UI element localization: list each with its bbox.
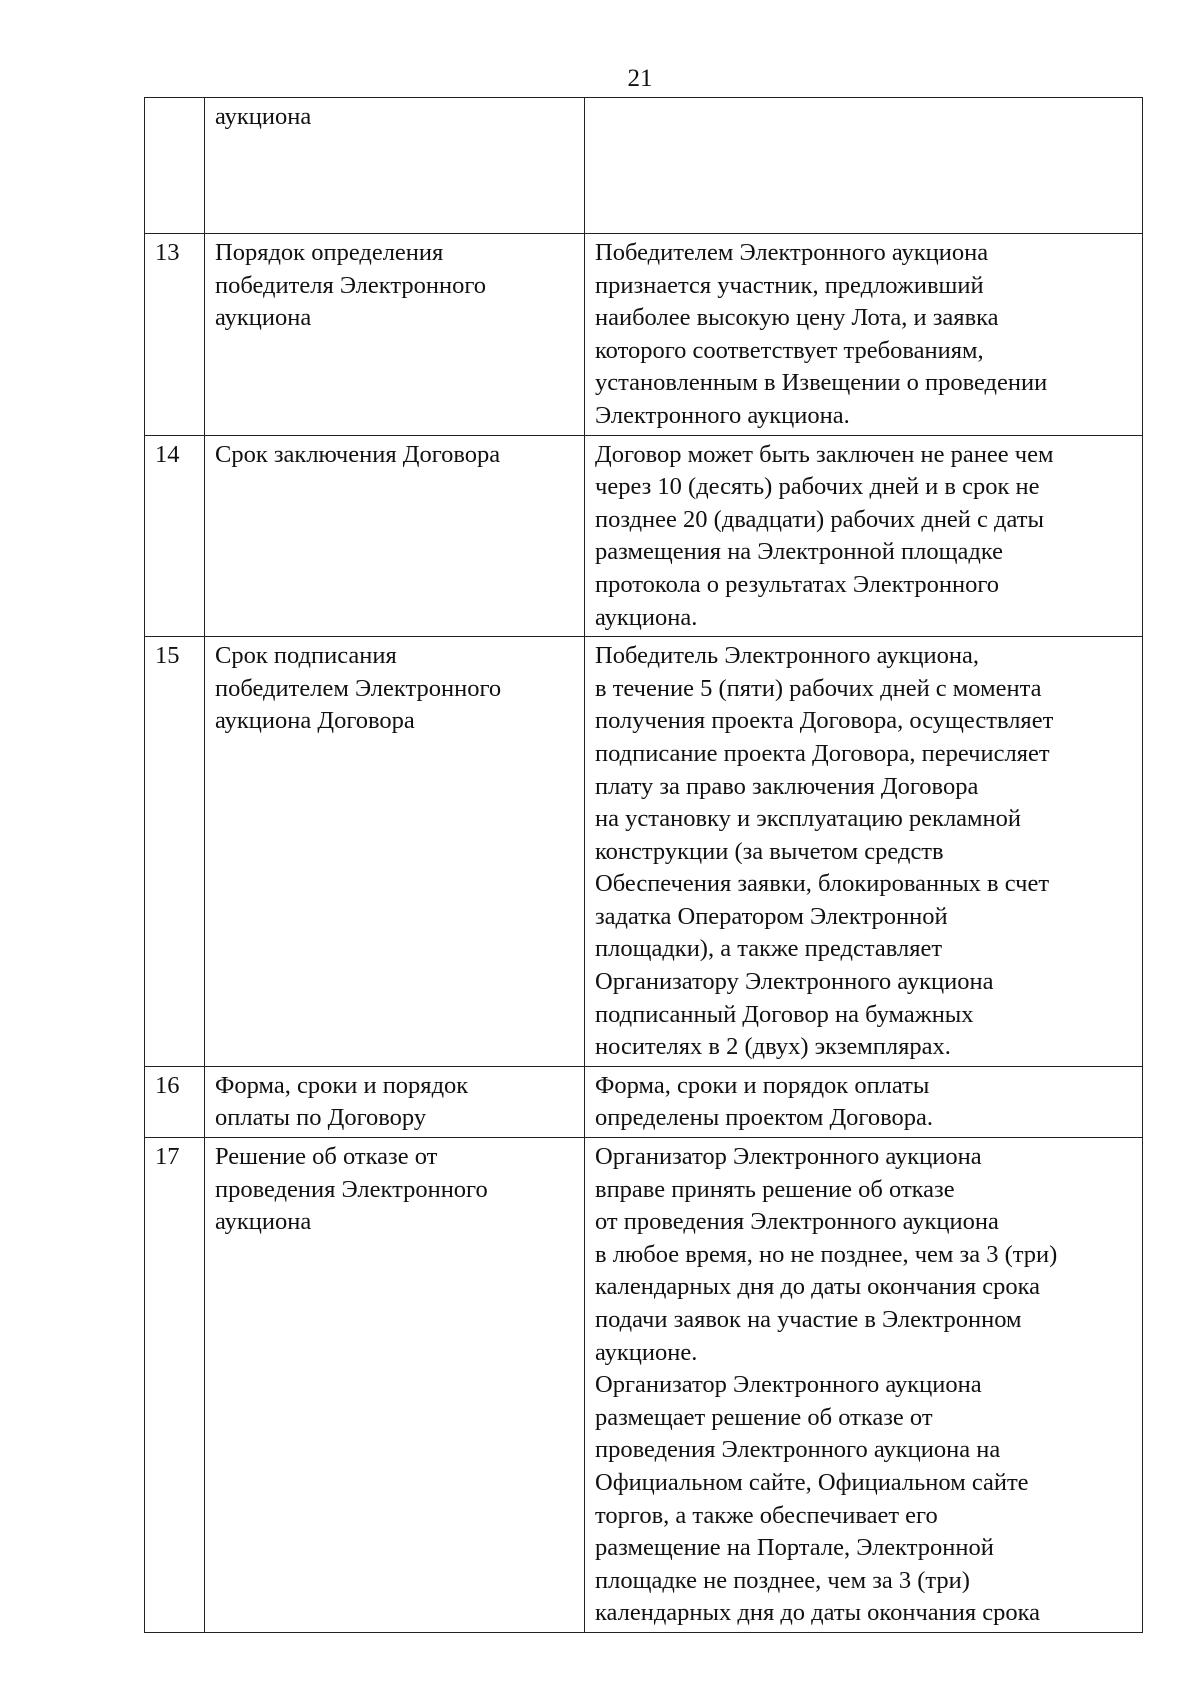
row-number-cell: 15 [145, 637, 205, 1067]
table-row [145, 637, 1143, 1067]
parameter-line: аукциона [215, 103, 312, 130]
row-number-cell: 16 [145, 1066, 205, 1137]
parameter-cell [205, 435, 585, 637]
value-cell [585, 435, 1143, 637]
value-line: площадки), а также представляет [595, 935, 943, 963]
value-line: вправе принять решение об отказе [595, 1175, 955, 1203]
parameter-cell [205, 1066, 585, 1137]
value-line: Официальном сайте, Официальном сайте [595, 1468, 1029, 1496]
value-line: в течение 5 (пяти) рабочих дней с момента [595, 674, 1042, 702]
value-line: аукционе. [595, 1338, 698, 1366]
value-line: Организатор Электронного аукциона [595, 1143, 982, 1171]
parameter-line: победителя Электронного [215, 271, 487, 299]
parameter-cell [205, 234, 585, 436]
row-number-cell: 13 [145, 234, 205, 436]
parameter-line: победителем Электронного [215, 674, 502, 702]
value-line: позднее 20 (двадцати) рабочих дней с даты [595, 505, 1044, 533]
value-line: протокола о результатах Электронного [595, 570, 1000, 598]
value-line: календарных дня до даты окончания срока [595, 1599, 1041, 1627]
value-line: подачи заявок на участие в Электронном [595, 1306, 1022, 1333]
value-line: Обеспечения заявки, блокированных в счет [595, 870, 1050, 898]
value-line: плату за право заключения Договора [595, 772, 979, 800]
parameter-line: проведения Электронного [215, 1175, 488, 1203]
value-line: Победитель Электронного аукциона, [595, 642, 980, 670]
row-number-cell: 14 [145, 435, 205, 637]
value-cell [585, 1066, 1143, 1137]
parameter-line: Форма, сроки и порядок [215, 1071, 469, 1099]
value-line: Договор может быть заключен не ранее чем [595, 440, 1054, 468]
parameter-line: аукциона [215, 304, 312, 332]
table-row [145, 1066, 1143, 1137]
value-line: календарных дня до даты окончания срока [595, 1273, 1041, 1301]
value-line: подписанный Договор на бумажных [595, 1000, 974, 1028]
parameter-line: оплаты по Договору [215, 1104, 427, 1132]
value-line: площадке не позднее, чем за 3 (три) [595, 1566, 970, 1594]
auction-terms-table [144, 97, 1143, 1633]
page-number: 21 [627, 65, 653, 92]
value-cell [585, 98, 1143, 234]
value-line: размещения на Электронной площадке [595, 538, 1004, 566]
value-line: которого соответствует требованиям, [595, 336, 984, 364]
parameter-cell [205, 1138, 585, 1633]
value-line: от проведения Электронного аукциона [595, 1208, 999, 1236]
value-line: конструкции (за вычетом средств [595, 837, 944, 865]
value-line: Организатору Электронного аукциона [595, 968, 994, 996]
value-line: подписание проекта Договора, перечисляет [595, 739, 1050, 767]
value-line: в любое время, но не позднее, чем за 3 (три) [595, 1240, 1058, 1268]
value-line: Форма, сроки и порядок оплаты [595, 1071, 930, 1099]
value-line: установленным в Извещении о проведении [595, 369, 1048, 397]
value-line: проведения Электронного аукциона на [595, 1436, 1001, 1464]
value-line: получения проекта Договора, осуществляет [595, 707, 1054, 735]
parameter-cell [205, 637, 585, 1067]
value-line: аукциона. [595, 603, 698, 631]
value-cell [585, 1138, 1143, 1633]
table-row [145, 234, 1143, 436]
value-line: определены проектом Договора. [595, 1104, 934, 1132]
value-line: на установку и эксплуатацию рекламной [595, 805, 1022, 833]
value-cell [585, 234, 1143, 436]
value-line: признается участник, предложивший [595, 271, 984, 299]
parameter-line: Решение об отказе от [215, 1143, 438, 1171]
row-number-cell [145, 98, 205, 234]
value-line: Победителем Электронного аукциона [595, 239, 989, 266]
value-line: задатка Оператором Электронной [595, 902, 948, 930]
value-line: размещение на Портале, Электронной [595, 1534, 994, 1562]
value-line: через 10 (десять) рабочих дней и в срок не [595, 473, 1040, 501]
value-line: носителях в 2 (двух) экземплярах. [595, 1033, 951, 1061]
row-number-cell: 17 [145, 1138, 205, 1633]
parameter-line: аукциона Договора [215, 707, 415, 735]
table-row [145, 1138, 1143, 1633]
parameter-line: Порядок определения [215, 239, 444, 266]
value-line: размещает решение об отказе от [595, 1403, 933, 1431]
table-row [145, 435, 1143, 637]
parameter-line: аукциона [215, 1208, 312, 1236]
value-line: Организатор Электронного аукциона [595, 1371, 982, 1399]
parameter-cell [205, 98, 585, 234]
value-line: Электронного аукциона. [595, 401, 850, 429]
value-cell [585, 637, 1143, 1067]
parameter-line: Срок заключения Договора [215, 440, 501, 468]
value-line: торгов, а также обеспечивает его [595, 1501, 938, 1529]
value-line: наиболее высокую цену Лота, и заявка [595, 304, 999, 332]
parameter-line: Срок подписания [215, 642, 397, 670]
table-row [145, 98, 1143, 234]
